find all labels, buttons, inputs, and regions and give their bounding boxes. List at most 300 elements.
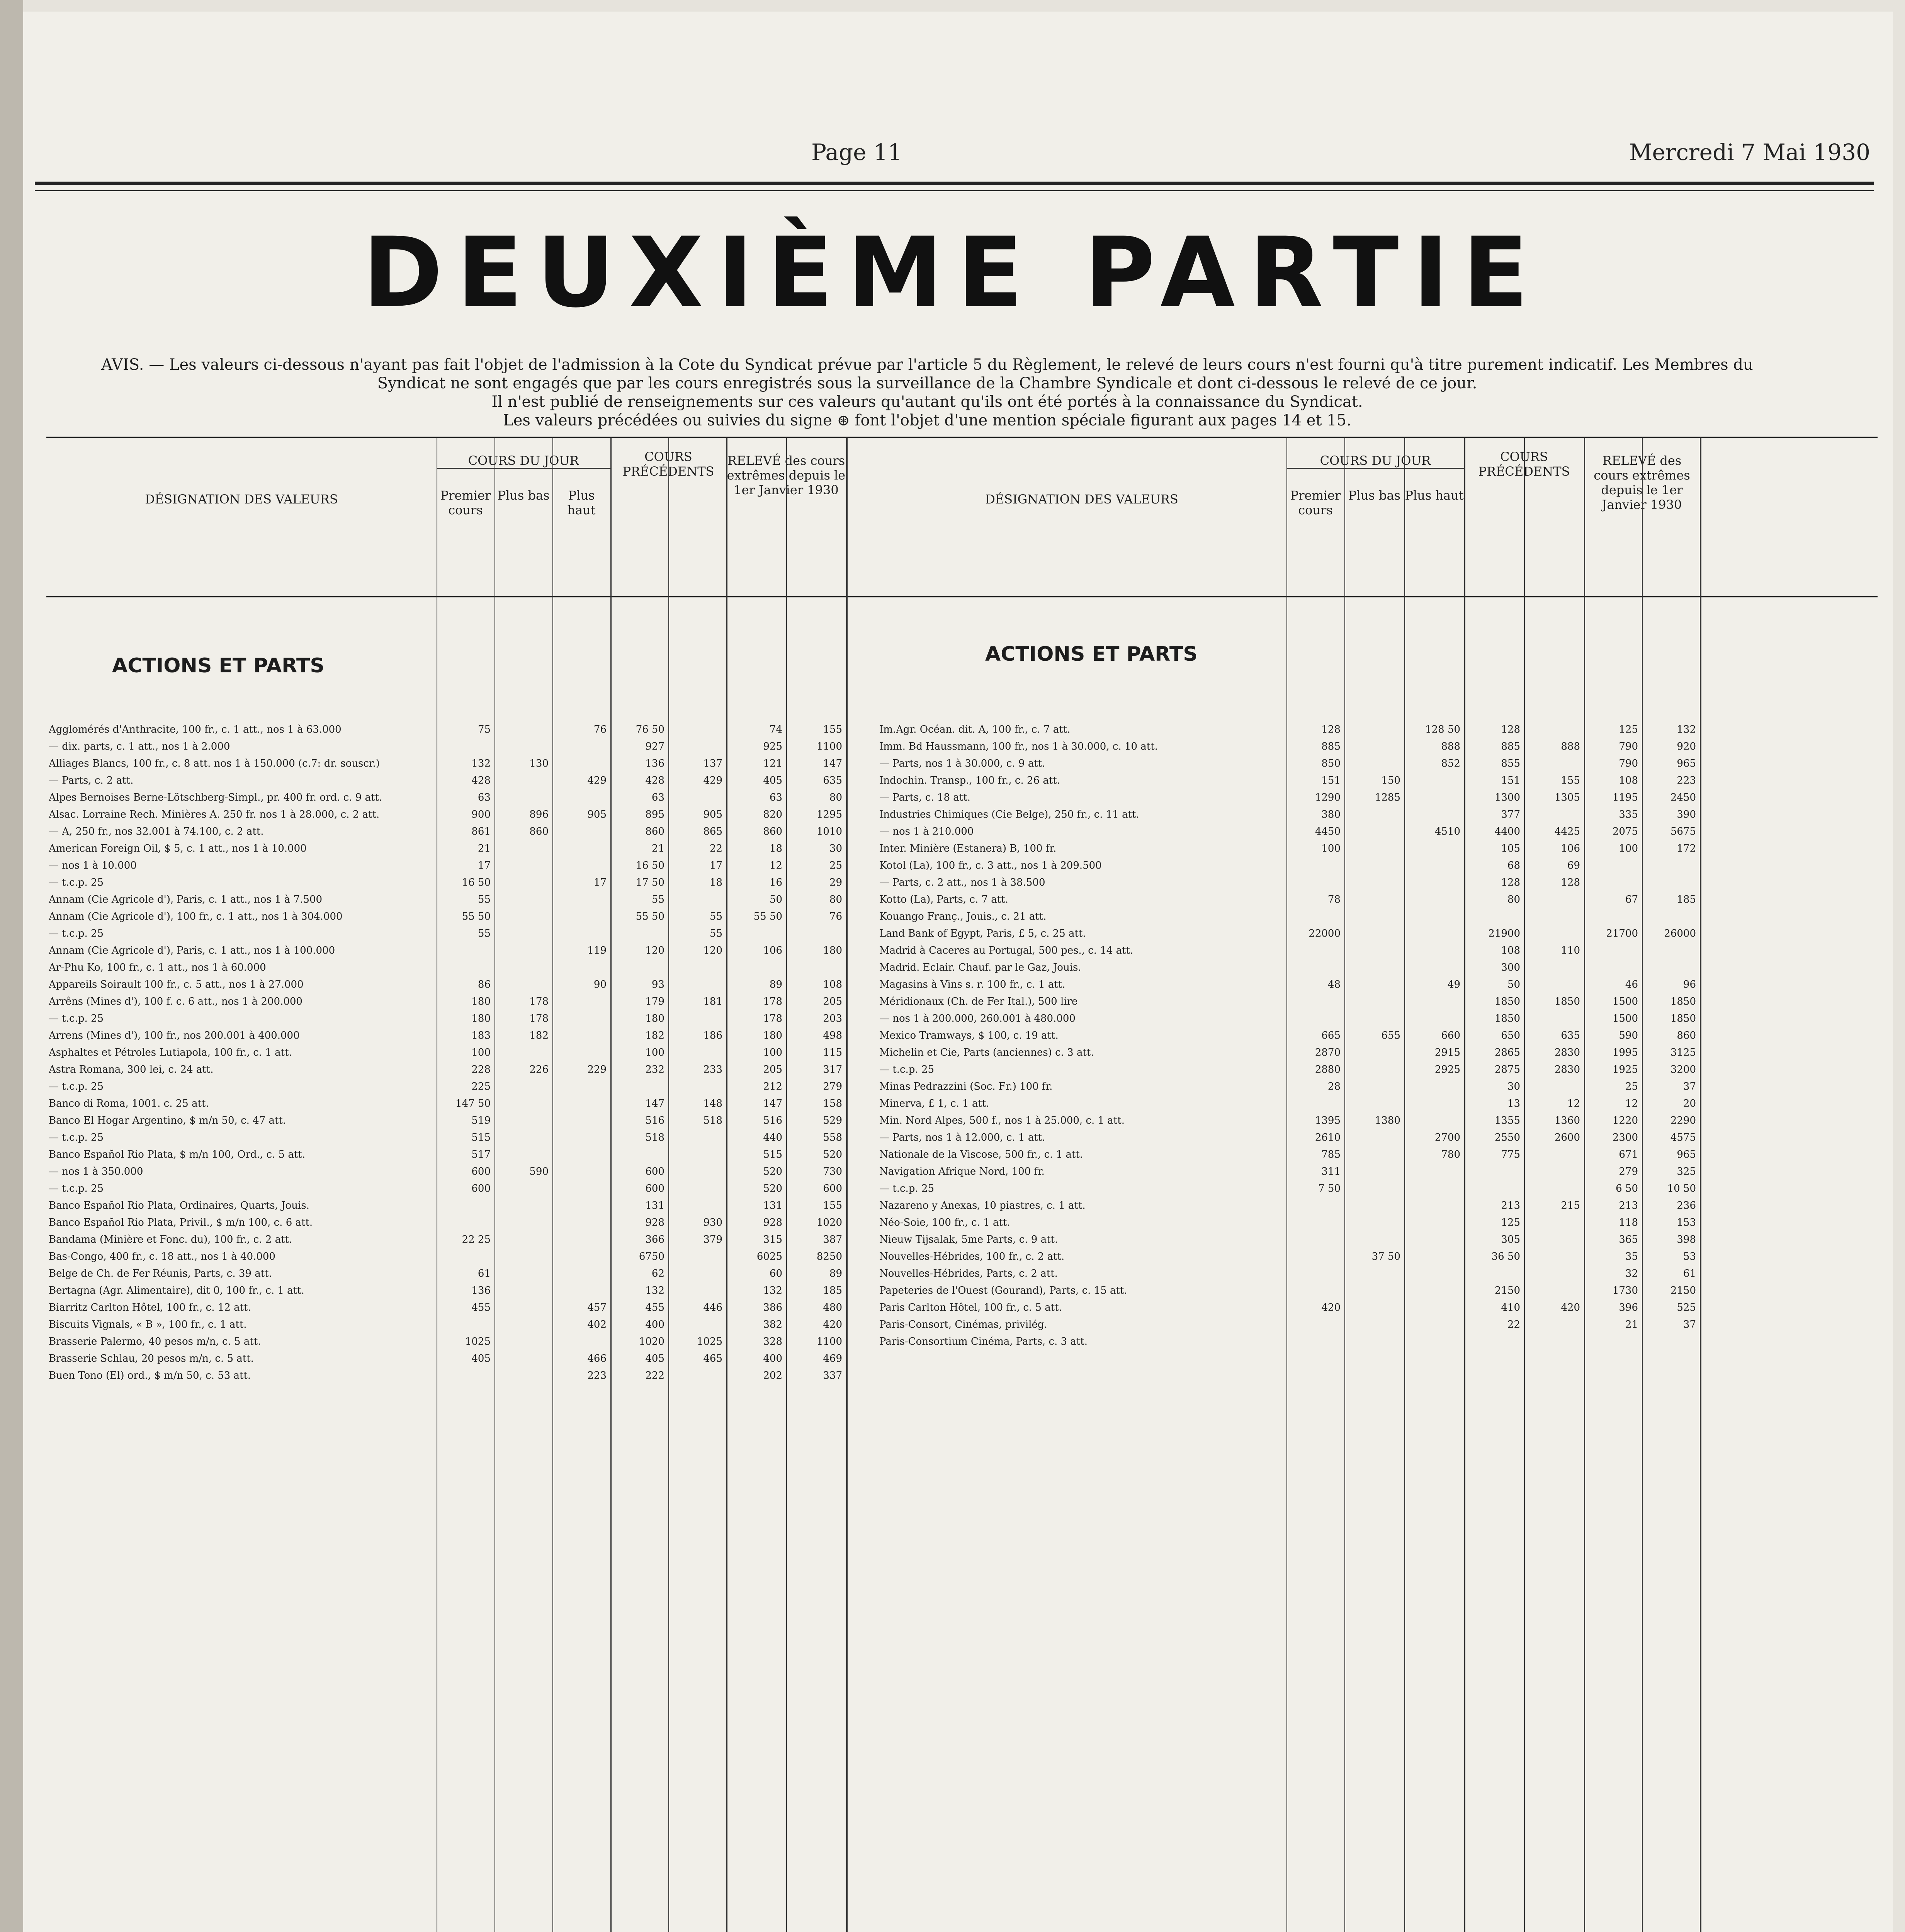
- quote-c2: 178: [529, 1013, 549, 1024]
- quote-p1: 151: [1501, 775, 1520, 786]
- security-name: — t.c.p. 25: [49, 1013, 104, 1024]
- quote-c1: 2880: [1315, 1064, 1341, 1075]
- quote-p1: 22: [1507, 1319, 1520, 1330]
- security-name: Madrid. Eclair. Chauf. par le Gaz, Jouis.: [879, 962, 1081, 973]
- quote-c1: 1290: [1315, 792, 1341, 803]
- quote-c3: 2700: [1434, 1132, 1460, 1143]
- quote-c1: 861: [471, 826, 491, 837]
- quote-r2: 180: [823, 945, 842, 956]
- quote-p2: 1305: [1554, 792, 1580, 803]
- security-name: Bandama (Minière et Fonc. du), 100 fr., c. 2 att.: [49, 1234, 292, 1245]
- quote-c1: 405: [471, 1353, 491, 1364]
- quote-c1: 515: [471, 1132, 491, 1143]
- quote-r2: 558: [823, 1132, 842, 1143]
- left-table-row: [46, 792, 935, 803]
- quote-p1: 366: [645, 1234, 664, 1245]
- right-table-row: [877, 1115, 1878, 1126]
- quote-r1: 63: [769, 792, 782, 803]
- left-table-row: [46, 1200, 935, 1211]
- quote-p2: 55: [709, 911, 722, 922]
- security-name: — t.c.p. 25: [49, 1132, 104, 1143]
- security-name: Paris-Consortium Cinéma, Parts, c. 3 att.: [879, 1336, 1088, 1347]
- quote-r2: 61: [1683, 1268, 1696, 1279]
- quote-r2: 920: [1677, 741, 1696, 752]
- quote-p1: 13: [1507, 1098, 1520, 1109]
- quote-p2: 888: [1561, 741, 1580, 752]
- right-table-row: [877, 1013, 1878, 1024]
- quote-p2: 905: [703, 809, 722, 820]
- quote-p1: 885: [1501, 741, 1520, 752]
- quote-r1: 12: [1625, 1098, 1638, 1109]
- security-name: — dix. parts, c. 1 att., nos 1 à 2.000: [49, 741, 230, 752]
- quote-c2: 1380: [1375, 1115, 1400, 1126]
- quote-r2: 155: [823, 1200, 842, 1211]
- quote-c1: 63: [478, 792, 491, 803]
- quote-c2: 150: [1381, 775, 1400, 786]
- quote-c1: 517: [471, 1149, 491, 1160]
- quote-r1: 106: [763, 945, 782, 956]
- quote-c1: 183: [471, 1030, 491, 1041]
- quote-p1: 516: [645, 1115, 664, 1126]
- right-table-row: [877, 860, 1878, 871]
- quote-r1: 279: [1619, 1166, 1638, 1177]
- right-table-row: [877, 1285, 1878, 1296]
- quote-r1: 202: [763, 1370, 782, 1381]
- quote-c3: 780: [1441, 1149, 1460, 1160]
- quote-p2: 155: [1561, 775, 1580, 786]
- left-header: [46, 438, 935, 597]
- quote-r1: 1925: [1612, 1064, 1638, 1075]
- quote-r2: 108: [823, 979, 842, 990]
- left-table-row: [46, 1268, 935, 1279]
- quote-p2: 518: [703, 1115, 722, 1126]
- quote-r2: 635: [823, 775, 842, 786]
- quote-r1: 212: [763, 1081, 782, 1092]
- quote-p1: 600: [645, 1166, 664, 1177]
- quote-p1: 105: [1501, 843, 1520, 854]
- left-table-row: [46, 979, 935, 990]
- right-col-cours-du-jour: COURS DU JOUR: [1286, 438, 1464, 469]
- quote-p2: 120: [703, 945, 722, 956]
- quote-p1: 1355: [1494, 1115, 1520, 1126]
- quote-r1: 400: [763, 1353, 782, 1364]
- quote-p1: 128: [1501, 877, 1520, 888]
- quote-c1: 4450: [1315, 826, 1341, 837]
- quote-r1: 21700: [1606, 928, 1638, 939]
- left-table-row: [46, 894, 935, 905]
- quote-p2: 465: [703, 1353, 722, 1364]
- quote-p1: 1850: [1494, 996, 1520, 1007]
- right-table-row: [877, 843, 1878, 854]
- security-name: — t.c.p. 25: [49, 1081, 104, 1092]
- security-name: Kotto (La), Parts, c. 7 att.: [879, 894, 1008, 905]
- security-name: Nazareno y Anexas, 10 piastres, c. 1 att.: [879, 1200, 1086, 1211]
- quote-r1: 440: [763, 1132, 782, 1143]
- security-name: Banco Español Rio Plata, Ordinaires, Quarts, Jouis.: [49, 1200, 309, 1211]
- quote-r2: 1100: [816, 1336, 842, 1347]
- right-table-row: [877, 1183, 1878, 1194]
- quote-r2: 3200: [1670, 1064, 1696, 1075]
- right-table-row: [877, 894, 1878, 905]
- quote-r1: 590: [1619, 1030, 1638, 1041]
- quote-r1: 860: [763, 826, 782, 837]
- quote-r1: 382: [763, 1319, 782, 1330]
- quote-c1: 519: [471, 1115, 491, 1126]
- quote-r1: 25: [1625, 1081, 1638, 1092]
- quote-c2: 896: [529, 809, 549, 820]
- quote-p1: 1020: [639, 1336, 664, 1347]
- right-table-row: [877, 724, 1878, 735]
- right-col-releve: RELEVÉ des cours extrêmes depuis le 1er Janvier 1930: [1594, 453, 1690, 512]
- left-table-row: [46, 1030, 935, 1041]
- quote-c1: 1025: [465, 1336, 491, 1347]
- quote-r1: 132: [763, 1285, 782, 1296]
- quote-r1: 180: [763, 1030, 782, 1041]
- quote-p1: 63: [651, 792, 664, 803]
- quote-r1: 108: [1619, 775, 1638, 786]
- quote-r2: 185: [823, 1285, 842, 1296]
- quote-r2: 53: [1683, 1251, 1696, 1262]
- quote-r1: 178: [763, 1013, 782, 1024]
- quote-c3: 429: [587, 775, 607, 786]
- quote-p2: 148: [703, 1098, 722, 1109]
- quote-p2: 137: [703, 758, 722, 769]
- security-name: Nationale de la Viscose, 500 fr., c. 1 att.: [879, 1149, 1083, 1160]
- quote-r1: 790: [1619, 741, 1638, 752]
- quote-p2: 420: [1561, 1302, 1580, 1313]
- security-name: Bas-Congo, 400 fr., c. 18 att., nos 1 à 40.000: [49, 1251, 275, 1262]
- quote-p2: 930: [703, 1217, 722, 1228]
- quote-r1: 12: [769, 860, 782, 871]
- security-name: Nouvelles-Hébrides, 100 fr., c. 2 att.: [879, 1251, 1065, 1262]
- security-name: Mexico Tramways, $ 100, c. 19 att.: [879, 1030, 1059, 1041]
- quote-r1: 790: [1619, 758, 1638, 769]
- security-name: — nos 1 à 350.000: [49, 1166, 143, 1177]
- quote-c1: 21: [478, 843, 491, 854]
- notice-avis: [54, 355, 1800, 430]
- quote-p2: 186: [703, 1030, 722, 1041]
- quote-p1: 600: [645, 1183, 664, 1194]
- left-table-row: [46, 741, 935, 752]
- quote-r2: 80: [829, 792, 842, 803]
- quote-r2: 3125: [1670, 1047, 1696, 1058]
- security-name: Annam (Cie Agricole d'), Paris, c. 1 att., nos 1 à 100.000: [49, 945, 335, 956]
- quote-r1: 520: [763, 1166, 782, 1177]
- quote-r1: 405: [763, 775, 782, 786]
- security-name: Paris Carlton Hôtel, 100 fr., c. 5 att.: [879, 1302, 1062, 1313]
- quote-r1: 2300: [1612, 1132, 1638, 1143]
- notice-line-4: Les valeurs précédées ou suivies du signe ⊛ font l'objet d'une mention spéciale figurant aux pages 14 et 15.: [503, 412, 1351, 429]
- quote-r1: 315: [763, 1234, 782, 1245]
- quote-p1: 650: [1501, 1030, 1520, 1041]
- security-name: Brasserie Palermo, 40 pesos m/n, c. 5 att.: [49, 1336, 261, 1347]
- quote-c2: 1285: [1375, 792, 1400, 803]
- quote-c1: 900: [471, 809, 491, 820]
- right-col-plus-bas: Plus bas: [1348, 488, 1400, 503]
- security-name: Nieuw Tijsalak, 5me Parts, c. 9 att.: [879, 1234, 1058, 1245]
- quote-c1: 61: [478, 1268, 491, 1279]
- right-table-row: [877, 996, 1878, 1007]
- security-name: — A, 250 fr., nos 32.001 à 74.100, c. 2 att.: [49, 826, 264, 837]
- quote-r1: 131: [763, 1200, 782, 1211]
- quote-c1: 22000: [1309, 928, 1341, 939]
- security-name: — nos 1 à 210.000: [879, 826, 974, 837]
- right-table-row: [877, 1302, 1878, 1313]
- left-table-row: [46, 1285, 935, 1296]
- left-table-row: [46, 1132, 935, 1143]
- security-name: Banco di Roma, 1001. c. 25 att.: [49, 1098, 209, 1109]
- quote-p1: 17 50: [636, 877, 664, 888]
- right-table-row: [877, 758, 1878, 769]
- quote-p1: 21900: [1488, 928, 1520, 939]
- quote-p2: 2830: [1554, 1047, 1580, 1058]
- quote-p2: 18: [709, 877, 722, 888]
- quote-r2: 529: [823, 1115, 842, 1126]
- quote-r2: 10 50: [1667, 1183, 1696, 1194]
- quote-p1: 128: [1501, 724, 1520, 735]
- right-table-row: [877, 1166, 1878, 1177]
- right-table-row: [877, 979, 1878, 990]
- quote-r1: 205: [763, 1064, 782, 1075]
- quote-p1: 120: [645, 945, 664, 956]
- quote-c1: 600: [471, 1183, 491, 1194]
- quote-r1: 1995: [1612, 1047, 1638, 1058]
- quote-p2: 865: [703, 826, 722, 837]
- quote-p2: 1360: [1554, 1115, 1580, 1126]
- security-name: — Parts, nos 1 à 12.000, c. 1 att.: [879, 1132, 1045, 1143]
- quote-p2: 22: [709, 843, 722, 854]
- left-table-row: [46, 1064, 935, 1075]
- quote-c1: 100: [471, 1047, 491, 1058]
- quote-r2: 2290: [1670, 1115, 1696, 1126]
- right-table-row: [877, 1234, 1878, 1245]
- quote-r2: 203: [823, 1013, 842, 1024]
- quote-c1: 311: [1321, 1166, 1341, 1177]
- quote-r2: 325: [1677, 1166, 1696, 1177]
- security-name: — Parts, c. 2 att.: [49, 775, 134, 786]
- quote-p1: 428: [645, 775, 664, 786]
- left-table-row: [46, 1047, 935, 1058]
- quote-c1: 7 50: [1318, 1183, 1341, 1194]
- left-table-row: [46, 860, 935, 871]
- left-table-row: [46, 1013, 935, 1024]
- quote-p1: 928: [645, 1217, 664, 1228]
- security-name: Agglomérés d'Anthracite, 100 fr., c. 1 att., nos 1 à 63.000: [49, 724, 342, 735]
- right-table-row: [877, 1030, 1878, 1041]
- quote-p1: 410: [1501, 1302, 1520, 1313]
- quote-c1: 48: [1327, 979, 1341, 990]
- security-name: Banco Español Rio Plata, Privil., $ m/n 100, c. 6 att.: [49, 1217, 313, 1228]
- security-name: Brasserie Schlau, 20 pesos m/n, c. 5 att.: [49, 1353, 254, 1364]
- section-title: DEUXIÈME PARTIE: [362, 216, 1543, 329]
- quote-r2: 387: [823, 1234, 842, 1245]
- quote-p2: 379: [703, 1234, 722, 1245]
- notice-line-3: Il n'est publié de renseignements sur ces valeurs qu'autant qu'ils ont été portés à la connaissance du Syndicat.: [491, 393, 1363, 411]
- quote-p1: 68: [1507, 860, 1520, 871]
- quote-c1: 55: [478, 894, 491, 905]
- quote-p1: 21: [651, 843, 664, 854]
- right-col-precedents: COURS PRÉCÉDENTS: [1478, 449, 1570, 479]
- left-table: [46, 437, 935, 1932]
- left-table-row: [46, 1319, 935, 1330]
- quote-r2: 860: [1677, 1030, 1696, 1041]
- quote-r1: 1220: [1612, 1115, 1638, 1126]
- security-name: Arrêns (Mines d'), 100 f. c. 6 att., nos 1 à 200.000: [49, 996, 302, 1007]
- quote-p1: 927: [645, 741, 664, 752]
- left-table-row: [46, 1098, 935, 1109]
- left-table-row: [46, 1353, 935, 1364]
- quote-c3: 229: [587, 1064, 607, 1075]
- quote-r2: 158: [823, 1098, 842, 1109]
- quote-r2: 2150: [1670, 1285, 1696, 1296]
- quote-r1: 125: [1619, 724, 1638, 735]
- quote-p1: 232: [645, 1064, 664, 1075]
- quote-c1: 16 50: [462, 877, 491, 888]
- quote-p1: 4400: [1494, 826, 1520, 837]
- security-name: Appareils Soirault 100 fr., c. 5 att., nos 1 à 27.000: [49, 979, 304, 990]
- security-name: Minas Pedrazzini (Soc. Fr.) 100 fr.: [879, 1081, 1053, 1092]
- quote-r1: 100: [763, 1047, 782, 1058]
- quote-c3: 660: [1441, 1030, 1460, 1041]
- quote-r1: 386: [763, 1302, 782, 1313]
- security-name: — nos 1 à 10.000: [49, 860, 137, 871]
- quote-r1: 74: [769, 724, 782, 735]
- quote-p1: 182: [645, 1030, 664, 1041]
- quote-r2: 5675: [1670, 826, 1696, 837]
- security-name: Alsac. Lorraine Rech. Minières A. 250 fr. nos 1 à 28.000, c. 2 att.: [49, 809, 380, 820]
- quote-p2: 1850: [1554, 996, 1580, 1007]
- quote-r2: 965: [1677, 1149, 1696, 1160]
- quote-p1: 100: [645, 1047, 664, 1058]
- quote-r2: 1850: [1670, 1013, 1696, 1024]
- security-name: Alpes Bernoises Berne-Lötschberg-Simpl., pr. 400 fr. ord. c. 9 att.: [49, 792, 382, 803]
- quote-r1: 1195: [1612, 792, 1638, 803]
- right-table-row: [877, 962, 1878, 973]
- notice-line-1: AVIS. — Les valeurs ci-dessous n'ayant pas fait l'objet de l'admission à la Cote du Syndicat prévue par l'article 5 du Règlement, le relevé de leurs cours n'est fourni qu'à titre purement indicatif. Les Membres du: [101, 356, 1753, 374]
- security-name: Kouango Franç., Jouis., c. 21 att.: [879, 911, 1047, 922]
- quote-c1: 180: [471, 1013, 491, 1024]
- quote-r2: 498: [823, 1030, 842, 1041]
- quote-r2: 398: [1677, 1234, 1696, 1245]
- quote-c3: 76: [593, 724, 607, 735]
- quote-p2: 429: [703, 775, 722, 786]
- quote-r2: 30: [829, 843, 842, 854]
- right-table-row: [877, 792, 1878, 803]
- quote-r2: 80: [829, 894, 842, 905]
- quote-r1: 1730: [1612, 1285, 1638, 1296]
- security-name: Kotol (La), 100 fr., c. 3 att., nos 1 à 209.500: [879, 860, 1102, 871]
- quote-r1: 16: [769, 877, 782, 888]
- security-name: Michelin et Cie, Parts (anciennes) c. 3 att.: [879, 1047, 1094, 1058]
- quote-c1: 100: [1321, 843, 1341, 854]
- left-table-row: [46, 826, 935, 837]
- quote-r1: 18: [769, 843, 782, 854]
- quote-c3: 128 50: [1425, 724, 1460, 735]
- quote-c3: 223: [587, 1370, 607, 1381]
- quote-c2: 590: [529, 1166, 549, 1177]
- security-name: Navigation Afrique Nord, 100 fr.: [879, 1166, 1045, 1177]
- quote-p2: 215: [1561, 1200, 1580, 1211]
- security-name: Land Bank of Egypt, Paris, £ 5, c. 25 att.: [879, 928, 1086, 939]
- quote-c1: 885: [1321, 741, 1341, 752]
- quote-c1: 55: [478, 928, 491, 939]
- quote-p1: 518: [645, 1132, 664, 1143]
- security-name: Méridionaux (Ch. de Fer Ital.), 500 lire: [879, 996, 1078, 1007]
- quote-c1: 28: [1327, 1081, 1341, 1092]
- quote-p1: 222: [645, 1370, 664, 1381]
- quote-p1: 213: [1501, 1200, 1520, 1211]
- quote-c1: 151: [1321, 775, 1341, 786]
- quote-p1: 179: [645, 996, 664, 1007]
- quote-p2: 17: [709, 860, 722, 871]
- quote-r2: 390: [1677, 809, 1696, 820]
- security-name: Annam (Cie Agricole d'), Paris, c. 1 att., nos 1 à 7.500: [49, 894, 323, 905]
- right-col-designation: DÉSIGNATION DES VALEURS: [985, 492, 1178, 507]
- quote-r2: 132: [1677, 724, 1696, 735]
- quote-r2: 185: [1677, 894, 1696, 905]
- quote-c1: 78: [1327, 894, 1341, 905]
- quote-c1: 380: [1321, 809, 1341, 820]
- quote-r1: 46: [1625, 979, 1638, 990]
- quote-r1: 213: [1619, 1200, 1638, 1211]
- left-table-row: [46, 1302, 935, 1313]
- right-table-row: [877, 1336, 1878, 1347]
- right-table: [877, 437, 1878, 1932]
- quote-p1: 136: [645, 758, 664, 769]
- quote-p1: 455: [645, 1302, 664, 1313]
- left-table-row: [46, 1183, 935, 1194]
- security-name: Madrid à Caceres au Portugal, 500 pes., c. 14 att.: [879, 945, 1133, 956]
- security-name: — t.c.p. 25: [49, 1183, 104, 1194]
- quote-c1: 455: [471, 1302, 491, 1313]
- left-table-row: [46, 724, 935, 735]
- quote-c3: 2925: [1434, 1064, 1460, 1075]
- left-col-premier: Premier cours: [440, 488, 491, 517]
- quote-r1: 21: [1625, 1319, 1638, 1330]
- quote-r2: 8250: [816, 1251, 842, 1262]
- quote-c1: 75: [478, 724, 491, 735]
- left-table-row: [46, 758, 935, 769]
- right-table-row: [877, 945, 1878, 956]
- quote-c2: 655: [1381, 1030, 1400, 1041]
- quote-r1: 6025: [756, 1251, 782, 1262]
- quote-c3: 90: [593, 979, 607, 990]
- security-name: Magasins à Vins s. r. 100 fr., c. 1 att.: [879, 979, 1066, 990]
- quote-r2: 2450: [1670, 792, 1696, 803]
- quote-p1: 305: [1501, 1234, 1520, 1245]
- quote-r1: 328: [763, 1336, 782, 1347]
- quote-p1: 895: [645, 809, 664, 820]
- left-table-row: [46, 1251, 935, 1262]
- quote-p2: 110: [1561, 945, 1580, 956]
- quote-c2: 860: [529, 826, 549, 837]
- quote-r2: 147: [823, 758, 842, 769]
- left-section-title: ACTIONS ET PARTS: [112, 654, 325, 677]
- quote-c3: 119: [587, 945, 607, 956]
- quote-p1: 2865: [1494, 1047, 1520, 1058]
- quote-c1: 665: [1321, 1030, 1341, 1041]
- security-name: — Parts, c. 2 att., nos 1 à 38.500: [879, 877, 1045, 888]
- quote-r1: 121: [763, 758, 782, 769]
- quote-p1: 125: [1501, 1217, 1520, 1228]
- security-name: Industries Chimiques (Cie Belge), 250 fr., c. 11 att.: [879, 809, 1139, 820]
- quote-p2: 128: [1561, 877, 1580, 888]
- left-table-row: [46, 843, 935, 854]
- quote-p1: 30: [1507, 1081, 1520, 1092]
- quote-p2: 233: [703, 1064, 722, 1075]
- quote-p1: 180: [645, 1013, 664, 1024]
- quote-r2: 172: [1677, 843, 1696, 854]
